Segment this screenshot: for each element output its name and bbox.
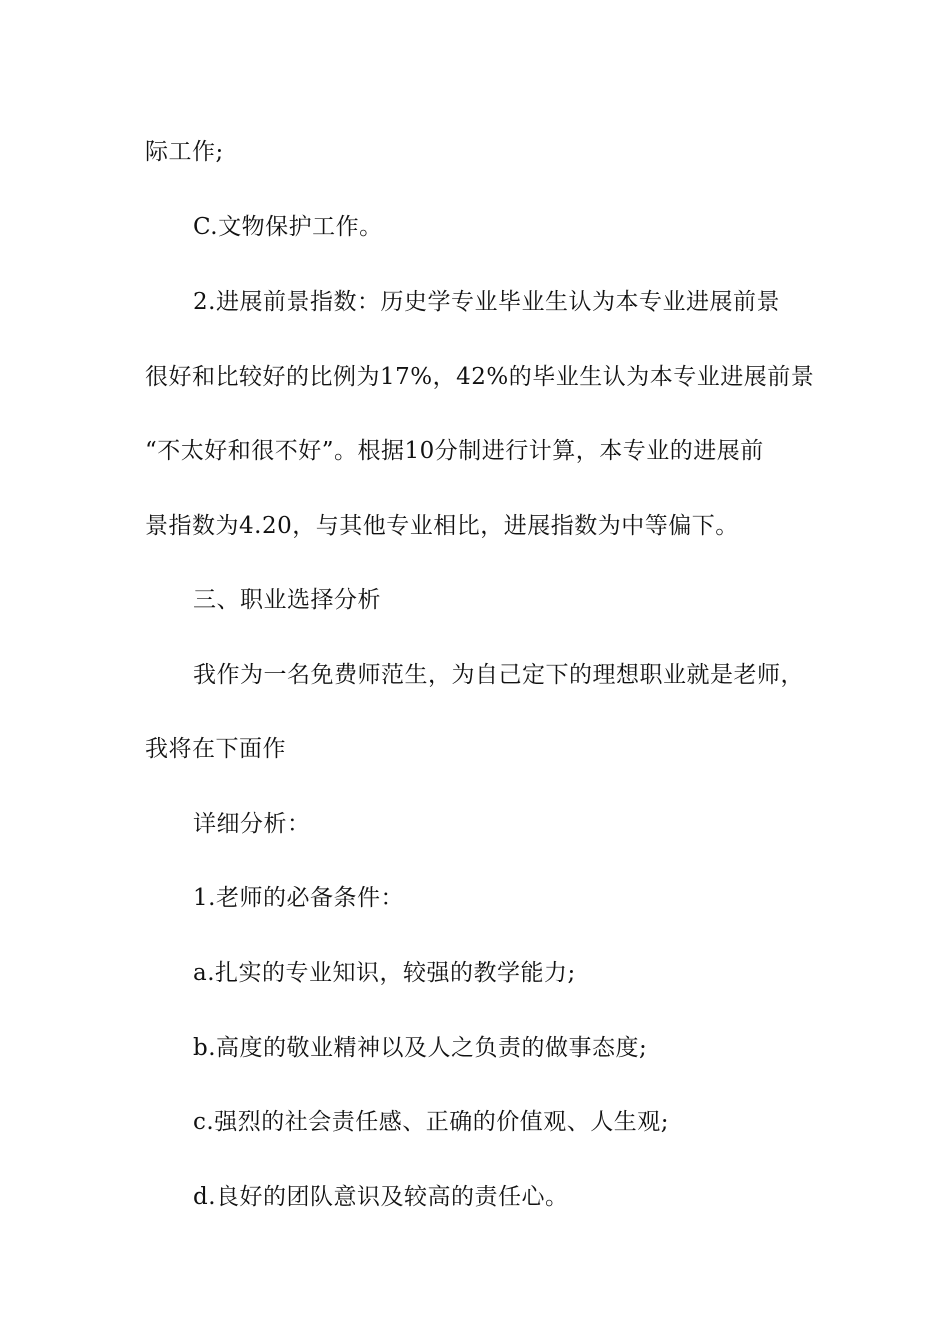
text-line-3: 2.进展前景指数：历史学专业毕业生认为本专业进展前景 [193, 289, 780, 315]
text-line-1: 际工作; [145, 139, 224, 165]
text-line-9: 我将在下面作 [145, 736, 286, 762]
text-line-10: 详细分析： [193, 811, 311, 837]
list-item-b: b.高度的敬业精神以及人之负责的做事态度; [193, 1035, 648, 1061]
list-item-a: a.扎实的专业知识，较强的教学能力; [193, 960, 576, 986]
section-heading: 三、职业选择分析 [193, 587, 381, 613]
text-line-11: 1.老师的必备条件： [193, 885, 404, 911]
text-line-4: 很好和比较好的比例为17%，42%的毕业生认为本专业进展前景 [145, 364, 815, 390]
text-line-6: 景指数为4.20，与其他专业相比，进展指数为中等偏下。 [145, 513, 739, 539]
list-item-c: c.强烈的社会责任感、正确的价值观、人生观; [193, 1109, 669, 1135]
text-line-2: C.文物保护工作。 [193, 214, 383, 240]
text-line-8: 我作为一名免费师范生，为自己定下的理想职业就是老师， [193, 662, 804, 688]
text-line-5: “不太好和很不好”。根据10分制进行计算，本专业的进展前 [145, 438, 764, 464]
list-item-d: d.良好的团队意识及较高的责任心。 [193, 1184, 569, 1210]
